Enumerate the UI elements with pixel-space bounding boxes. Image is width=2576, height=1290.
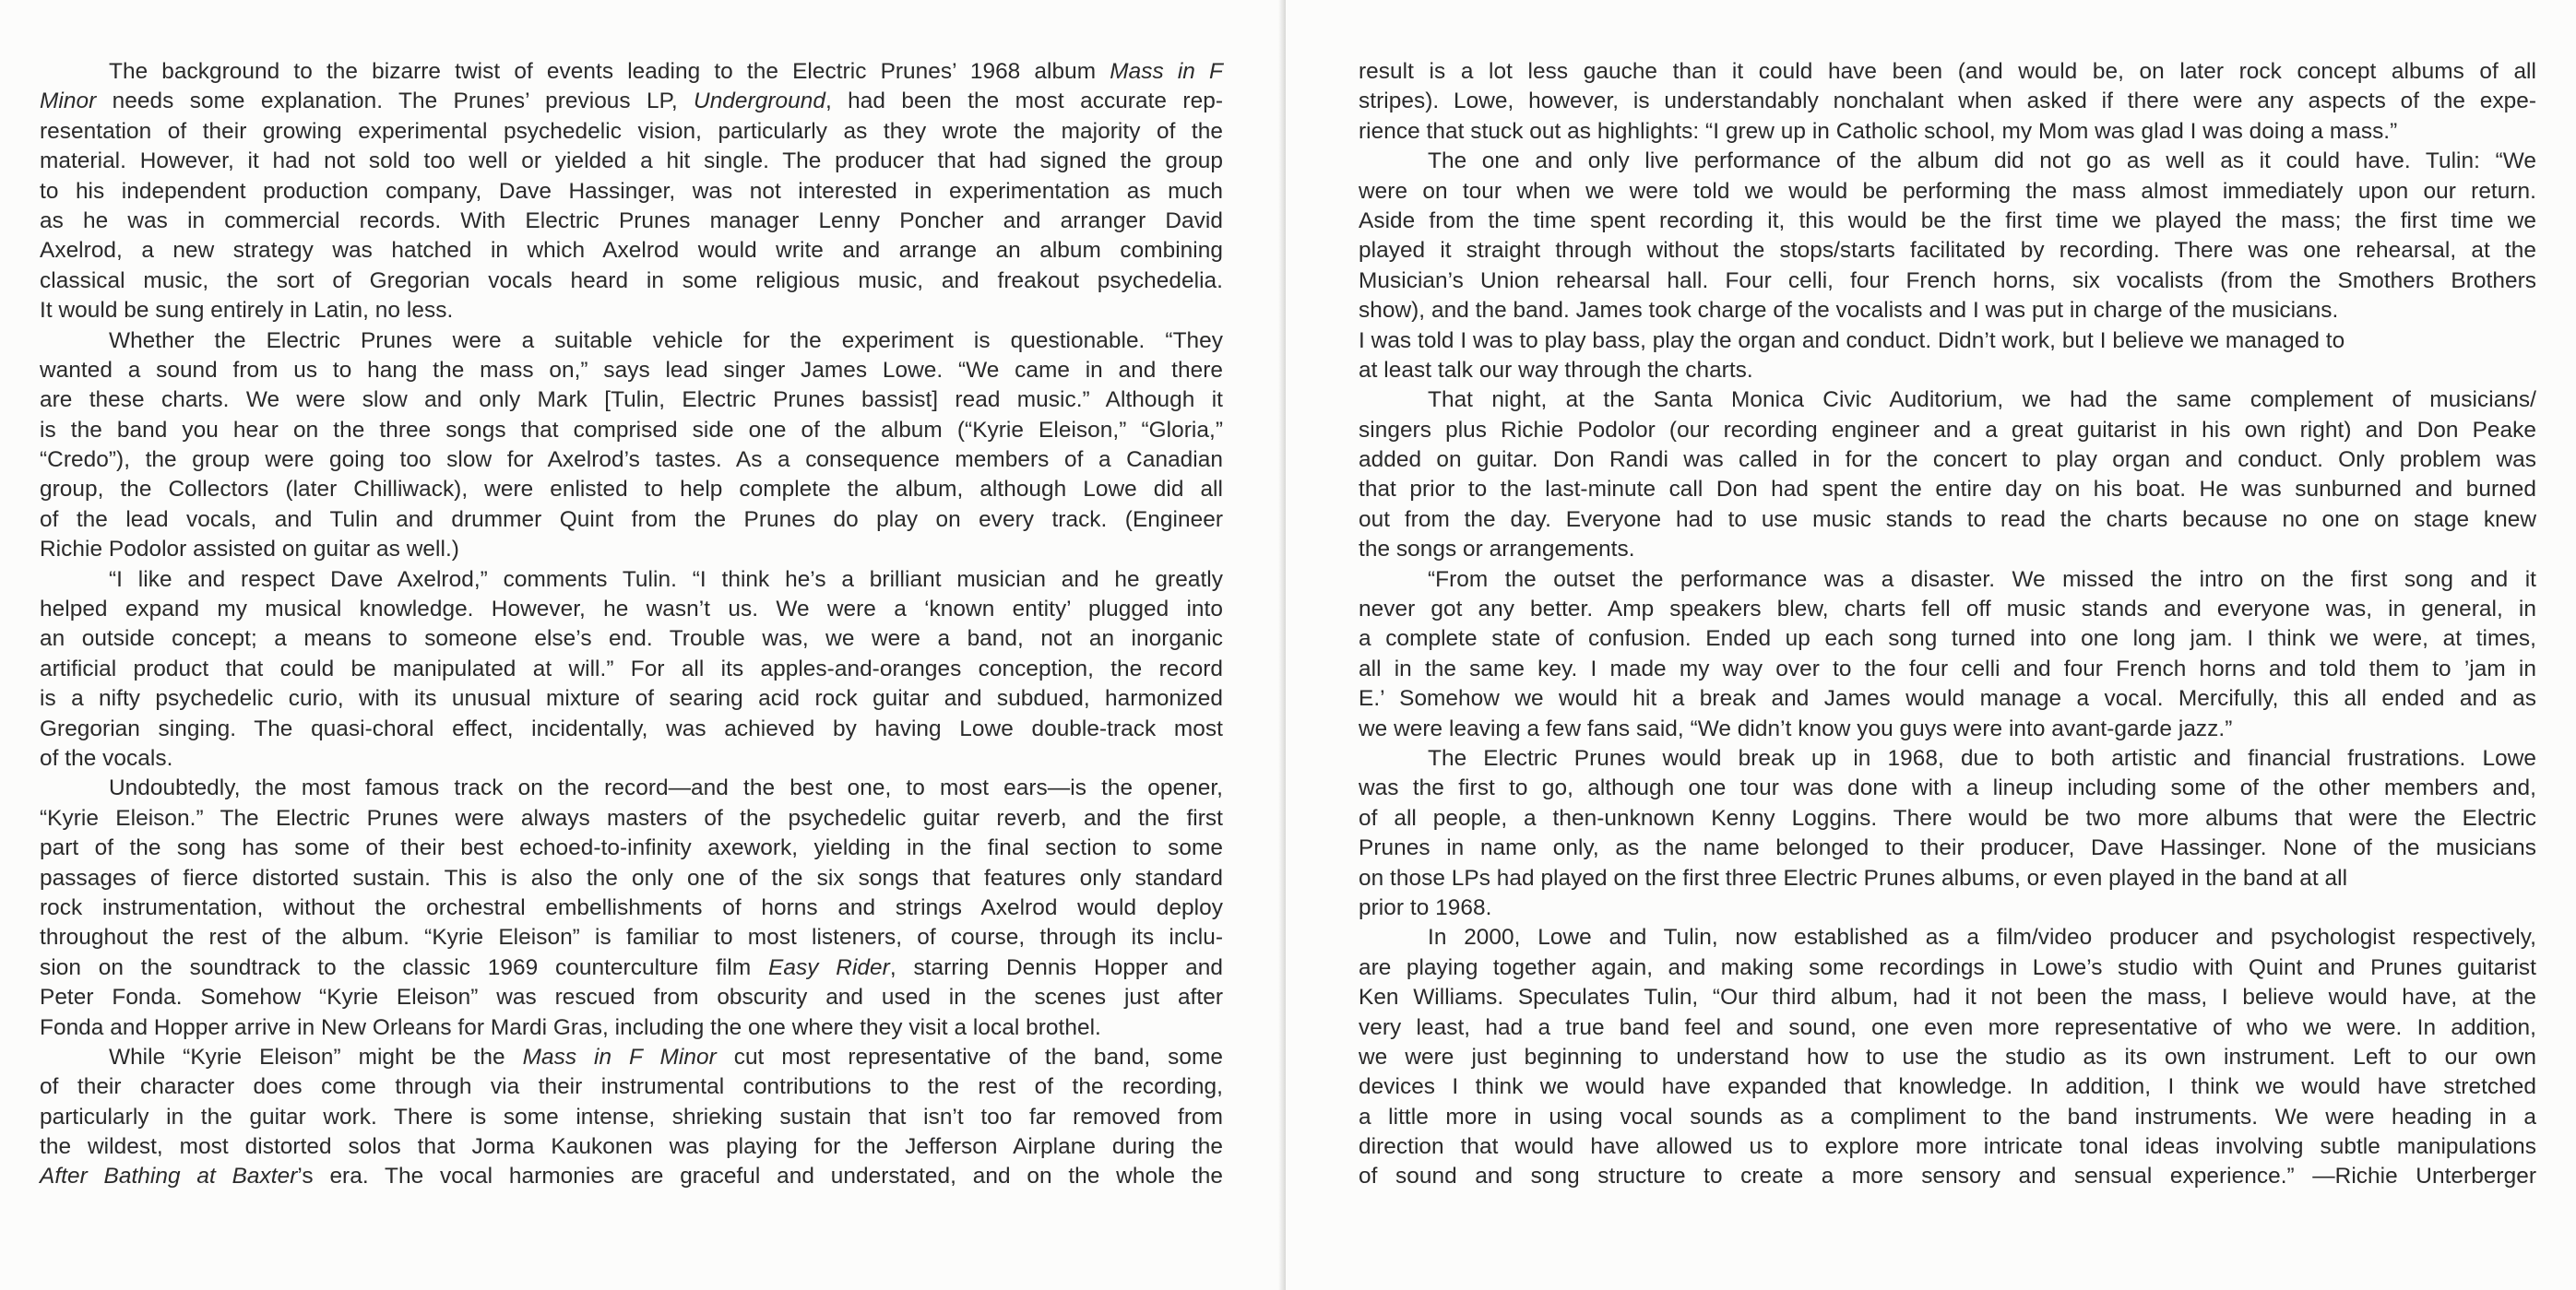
text-line: [1359, 117, 2536, 147]
text-run: the wildest, most distorted solos that Jorma Kaukonen was playing for the Jefferson Airplane during the: [40, 1134, 1223, 1160]
text-line: [1359, 834, 2536, 863]
text-line: [1359, 565, 2536, 595]
text-line: [40, 147, 1223, 176]
text-run: Fonda and Hopper arrive in New Orleans for Mardi Gras, including the one where they visit a local brothel.: [40, 1014, 1101, 1040]
text-run: very least, had a true band feel and sound, one even more representative of who we were. In addition,: [1359, 1014, 2536, 1040]
text-line: [40, 356, 1223, 385]
text-line: [40, 804, 1223, 834]
text-run: The one and only live performance of the album did not go as well as it could have. Tulin: “We: [1428, 148, 2536, 174]
text-line: [40, 894, 1223, 923]
text-line: [1359, 864, 2536, 894]
text-line: [1359, 236, 2536, 266]
text-line: [1359, 87, 2536, 116]
text-line: [40, 834, 1223, 863]
text-run: classical music, the sort of Gregorian vocals heard in some religious music, and freakout psychedelia.: [40, 267, 1223, 293]
text-line: [1359, 655, 2536, 684]
text-line: [40, 445, 1223, 475]
text-run: The background to the bizarre twist of events leading to the Electric Prunes’ 1968 album: [109, 59, 1110, 84]
text-run: direction that would have allowed us to explore more intricate tonal ideas involving subtle manipulations: [1359, 1134, 2536, 1160]
text-run: part of the song has some of their best echoed-to-infinity axework, yielding in the final section to some: [40, 835, 1223, 861]
italic-title: Mass in F: [1110, 59, 1223, 84]
text-run: is a nifty psychedelic curio, with its unusual mixture of searing acid rock guitar and subdued, harmonized: [40, 686, 1223, 712]
text-run: needs some explanation. The Prunes’ previous LP,: [96, 89, 694, 114]
text-line: [1359, 804, 2536, 834]
text-line: [40, 565, 1223, 595]
text-line: [1359, 1013, 2536, 1043]
text-line: [1359, 624, 2536, 654]
text-line: [1359, 385, 2536, 415]
text-run: added on guitar. Don Randi was called in for the concert to play organ and conduct. Only problem was: [1359, 447, 2536, 473]
text-run: of sound and song structure to create a more sensory and sensual experience.” —Richie Unterberger: [1359, 1164, 2536, 1189]
text-line: [1359, 416, 2536, 445]
text-run: ’s era. The vocal harmonies are graceful and understated, and on the whole the: [297, 1164, 1223, 1189]
text-line: [40, 505, 1223, 535]
text-line: [40, 266, 1223, 296]
text-line: [40, 624, 1223, 654]
text-run: a little more in using vocal sounds as a compliment to the band instruments. We were heading in a: [1359, 1104, 2536, 1130]
text-line: [1359, 296, 2536, 325]
text-line: [1359, 684, 2536, 714]
text-line: [1359, 356, 2536, 385]
text-run: material. However, it had not sold too well or yielded a hit single. The producer that had signed the group: [40, 148, 1223, 174]
text-line: [1359, 57, 2536, 87]
text-run: Peter Fonda. Somehow “Kyrie Eleison” was rescued from obscurity and used in the scenes just after: [40, 985, 1223, 1011]
text-line: [1359, 983, 2536, 1012]
italic-title: Easy Rider: [768, 954, 890, 980]
text-line: [40, 416, 1223, 445]
text-run: “I like and respect Dave Axelrod,” comments Tulin. “I think he’s a brilliant musician and he greatly: [109, 566, 1223, 592]
text-line: [40, 1132, 1223, 1162]
text-line: [1359, 715, 2536, 744]
text-run: are these charts. We were slow and only Mark [Tulin, Electric Prunes bassist] read music.” Although it: [40, 387, 1223, 413]
text-run: the songs or arrangements.: [1359, 537, 1635, 562]
text-line: [1359, 505, 2536, 535]
text-line: [1359, 266, 2536, 296]
text-run: Ken Williams. Speculates Tulin, “Our third album, had it not been the mass, I believe would have, at the: [1359, 985, 2536, 1011]
text-run: group, the Collectors (later Chilliwack), were enlisted to help complete the album, although Lowe did all: [40, 477, 1223, 503]
text-run: “Credo”), the group were going too slow for Axelrod’s tastes. As a consequence members of a Canadian: [40, 447, 1223, 473]
text-run: on those LPs had played on the first three Electric Prunes albums, or even played in the band at all: [1359, 865, 2348, 891]
text-run: as he was in commercial records. With Electric Prunes manager Lenny Poncher and arranger David: [40, 207, 1223, 233]
left-page-text-column: [40, 57, 1223, 1192]
text-line: [40, 684, 1223, 714]
text-line: [1359, 1043, 2536, 1072]
text-run: particularly in the guitar work. There is some intense, shrieking sustain that isn’t too far removed from: [40, 1104, 1223, 1130]
text-line: [1359, 207, 2536, 236]
text-line: [1359, 595, 2536, 624]
text-run: played it straight through without the stops/starts facilitated by recording. There was one rehearsal, at the: [1359, 238, 2536, 264]
text-run: was the first to go, although one tour was done with a lineup including some of the other members and,: [1359, 775, 2536, 801]
text-line: [40, 983, 1223, 1012]
text-line: [1359, 1132, 2536, 1162]
text-run: sion on the soundtrack to the classic 1969 counterculture film: [40, 954, 769, 980]
text-line: [1359, 1162, 2536, 1191]
text-line: [1359, 744, 2536, 774]
text-run: Whether the Electric Prunes were a suitable vehicle for the experiment is questionable. “They: [109, 327, 1223, 353]
text-line: [1359, 177, 2536, 207]
text-line: [1359, 445, 2536, 475]
text-line: [1359, 475, 2536, 504]
text-run: rience that stuck out as highlights: “I grew up in Catholic school, my Mom was glad I was doing a mass.”: [1359, 118, 2398, 144]
text-run: prior to 1968.: [1359, 894, 1492, 920]
text-line: [40, 655, 1223, 684]
text-line: [1359, 894, 2536, 923]
text-run: It would be sung entirely in Latin, no less.: [40, 298, 454, 324]
text-run: we were just beginning to understand how to use the studio as its own instrument. Left to our own: [1359, 1044, 2536, 1070]
text-line: [40, 595, 1223, 624]
text-run: singers plus Richie Podolor (our recording engineer and a great guitarist in his own right) and Don Peake: [1359, 417, 2536, 443]
text-line: [40, 535, 1223, 564]
text-run: are playing together again, and making some recordings in Lowe’s studio with Quint and Prunes guitarist: [1359, 954, 2536, 980]
text-line: [40, 864, 1223, 894]
text-run: of the lead vocals, and Tulin and drummer Quint from the Prunes do play on every track. (Engineer: [40, 506, 1223, 532]
text-run: out from the day. Everyone had to use music stands to read the charts because no one on stage knew: [1359, 506, 2536, 532]
text-line: [40, 296, 1223, 325]
text-line: [40, 236, 1223, 266]
text-run: , had been the most accurate rep-: [825, 89, 1223, 114]
right-page: [1286, 0, 2576, 1290]
text-run: Musician’s Union rehearsal hall. Four celli, four French horns, six vocalists (from the Smothers Brothers: [1359, 267, 2536, 293]
text-line: [40, 1072, 1223, 1102]
text-run: wanted a sound from us to hang the mass on,” says lead singer James Lowe. “We came in and there: [40, 357, 1223, 383]
text-line: [1359, 147, 2536, 176]
text-line: [1359, 953, 2536, 983]
text-line: [40, 953, 1223, 983]
text-line: [1359, 774, 2536, 803]
text-line: [40, 57, 1223, 87]
text-run: is the band you hear on the three songs that comprised side one of the album (“Kyrie Eleison,” “Gloria,”: [40, 417, 1223, 443]
text-line: [40, 475, 1223, 504]
italic-title: Mass in F Minor: [522, 1044, 717, 1070]
text-run: Gregorian singing. The quasi-choral effect, incidentally, was achieved by having Lowe double-track most: [40, 716, 1223, 741]
left-page: [0, 0, 1282, 1290]
text-run: show), and the band. James took charge of the vocalists and I was put in charge of the musicians.: [1359, 298, 2339, 324]
text-run: resentation of their growing experimental psychedelic vision, particularly as they wrote the majority of the: [40, 118, 1223, 144]
text-line: [40, 1103, 1223, 1132]
text-run: Undoubtedly, the most famous track on the record—and the best one, to most ears—is the opener,: [109, 775, 1223, 801]
text-line: [40, 744, 1223, 774]
text-run: , starring Dennis Hopper and: [889, 954, 1223, 980]
text-run: stripes). Lowe, however, is understandably nonchalant when asked if there were any aspects of the expe-: [1359, 89, 2536, 114]
text-run: a complete state of confusion. Ended up each song turned into one long jam. I think we were, at times,: [1359, 626, 2536, 652]
text-run: Axelrod, a new strategy was hatched in which Axelrod would write and arrange an album combining: [40, 238, 1223, 264]
text-run: an outside concept; a means to someone else’s end. Trouble was, we were a band, not an inorganic: [40, 626, 1223, 652]
text-line: [40, 923, 1223, 953]
text-line: [40, 774, 1223, 803]
text-run: of all people, a then-unknown Kenny Loggins. There would be two more albums that were the Electric: [1359, 805, 2536, 831]
text-run: E.’ Somehow we would hit a break and James would manage a vocal. Mercifully, this all ended and as: [1359, 686, 2536, 712]
text-line: [40, 177, 1223, 207]
text-run: I was told I was to play bass, play the organ and conduct. Didn’t work, but I believe we managed to: [1359, 327, 2345, 353]
text-run: result is a lot less gauche than it could have been (and would be, on later rock concept albums of all: [1359, 59, 2536, 84]
text-line: [40, 207, 1223, 236]
text-run: were on tour when we were told we would be performing the mass almost immediately upon our return.: [1359, 178, 2536, 204]
text-line: [40, 1013, 1223, 1043]
text-run: While “Kyrie Eleison” might be the: [109, 1044, 523, 1070]
text-run: Richie Podolor assisted on guitar as well.): [40, 537, 459, 562]
text-line: [40, 1043, 1223, 1072]
text-run: cut most representative of the band, some: [716, 1044, 1223, 1070]
text-line: [1359, 923, 2536, 953]
text-line: [40, 117, 1223, 147]
text-run: Prunes in name only, as the name belonged to their producer, Dave Hassinger. None of the musicians: [1359, 835, 2536, 861]
text-run: never got any better. Amp speakers blew, charts fell off music stands and everyone was, in general, in: [1359, 597, 2536, 622]
text-run: at least talk our way through the charts.: [1359, 357, 1753, 383]
text-run: passages of fierce distorted sustain. This is also the only one of the six songs that features only standard: [40, 865, 1223, 891]
text-run: that prior to the last-minute call Don had spent the entire day on his boat. He was sunburned and burned: [1359, 477, 2536, 503]
text-line: [40, 385, 1223, 415]
text-run: devices I think we would have expanded that knowledge. In addition, I think we would have stretched: [1359, 1074, 2536, 1100]
text-run: The Electric Prunes would break up in 1968, due to both artistic and financial frustrations. Lowe: [1428, 745, 2536, 771]
text-line: [40, 87, 1223, 116]
italic-title: After Bathing at Baxter: [40, 1164, 298, 1189]
text-run: artificial product that could be manipulated at will.” For all its apples-and-oranges conception, the record: [40, 656, 1223, 681]
text-line: [40, 715, 1223, 744]
text-line: [1359, 1072, 2536, 1102]
text-run: we were leaving a few fans said, “We didn’t know you guys were into avant-garde jazz.”: [1359, 716, 2233, 741]
text-run: all in the same key. I made my way over to the four celli and four French horns and told them to ’jam in: [1359, 656, 2536, 681]
italic-title: Underground: [694, 89, 825, 114]
text-line: [1359, 326, 2536, 356]
text-run: “Kyrie Eleison.” The Electric Prunes were always masters of the psychedelic guitar reverb, and the first: [40, 805, 1223, 831]
text-run: “From the outset the performance was a disaster. We missed the intro on the first song and it: [1428, 566, 2536, 592]
text-line: [1359, 535, 2536, 564]
text-run: to his independent production company, Dave Hassinger, was not interested in experimentation as much: [40, 178, 1223, 204]
text-run: of their character does come through via their instrumental contributions to the rest of the recording,: [40, 1074, 1223, 1100]
text-run: That night, at the Santa Monica Civic Auditorium, we had the same complement of musicians/: [1428, 387, 2536, 413]
text-run: In 2000, Lowe and Tulin, now established as a film/video producer and psychologist respectively,: [1428, 925, 2536, 951]
text-line: [40, 326, 1223, 356]
text-run: throughout the rest of the album. “Kyrie Eleison” is familiar to most listeners, of course, through its inclu-: [40, 925, 1223, 951]
text-line: [1359, 1103, 2536, 1132]
text-run: Aside from the time spent recording it, this would be the first time we played the mass; the first time we: [1359, 207, 2536, 233]
text-run: helped expand my musical knowledge. However, he wasn’t us. We were a ‘known entity’ plugged into: [40, 597, 1223, 622]
italic-title: Minor: [40, 89, 97, 114]
text-run: of the vocals.: [40, 745, 173, 771]
text-line: [40, 1162, 1223, 1191]
right-page-text-column: [1359, 57, 2536, 1192]
text-run: rock instrumentation, without the orchestral embellishments of horns and strings Axelrod would deploy: [40, 894, 1223, 920]
